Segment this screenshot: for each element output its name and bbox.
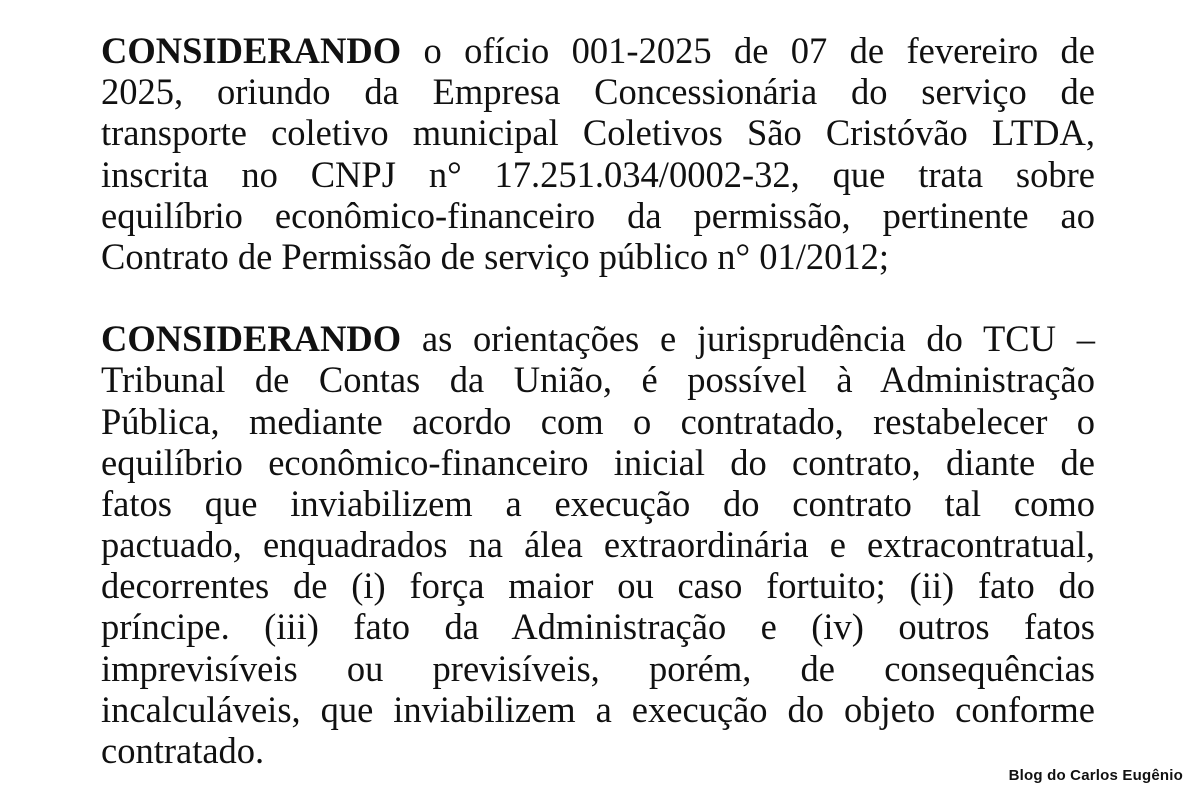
document-body <box>101 30 1095 771</box>
paragraph-line: equilíbrio econômico-financeiro da permissão, pertinente ao <box>101 194 1095 236</box>
paragraph-line: Pública, mediante acordo com o contratado, restabelecer o <box>101 400 1095 442</box>
paragraph-line: contratado. <box>101 730 265 771</box>
paragraph-line: pactuado, enquadrados na álea extraordinária e extracontratual, <box>101 524 1095 566</box>
paragraph-line: decorrentes de (i) força maior ou caso fortuito; (ii) fato do <box>101 565 1095 607</box>
paragraph-line: equilíbrio econômico-financeiro inicial do contrato, diante de <box>101 441 1095 483</box>
paragraph-2 <box>101 318 1095 771</box>
paragraph-line: transporte coletivo municipal Coletivos São Cristóvão LTDA, <box>101 112 1095 154</box>
paragraph-lead: CONSIDERANDO <box>101 318 402 360</box>
paragraph-line: imprevisíveis ou previsíveis, porém, de consequências <box>101 647 1095 689</box>
paragraph-line: inscrita no CNPJ n° 17.251.034/0002-32, que trata sobre <box>101 153 1095 195</box>
paragraph-line: Contrato de Permissão de serviço público n° 01/2012; <box>101 235 890 277</box>
paragraph-line: Tribunal de Contas da União, é possível à Administração <box>101 359 1095 401</box>
watermark: Blog do Carlos Eugênio <box>1008 767 1183 784</box>
paragraph-line <box>101 318 1095 359</box>
paragraph-line-text: as orientações e jurisprudência do TCU – <box>401 318 1095 360</box>
paragraph-line: fatos que inviabilizem a execução do contrato tal como <box>101 482 1095 524</box>
paragraph-line-text: o ofício 001-2025 de 07 de fevereiro de <box>401 30 1095 71</box>
paragraph-line: incalculáveis, que inviabilizem a execução do objeto conforme <box>101 688 1095 730</box>
paragraph-line <box>101 30 1095 71</box>
paragraph-line: príncipe. (iii) fato da Administração e (iv) outros fatos <box>101 606 1095 648</box>
paragraph-line: 2025, oriundo da Empresa Concessionária do serviço de <box>101 71 1095 113</box>
paragraph-1 <box>101 30 1095 277</box>
paragraph-lead: CONSIDERANDO <box>101 30 402 71</box>
